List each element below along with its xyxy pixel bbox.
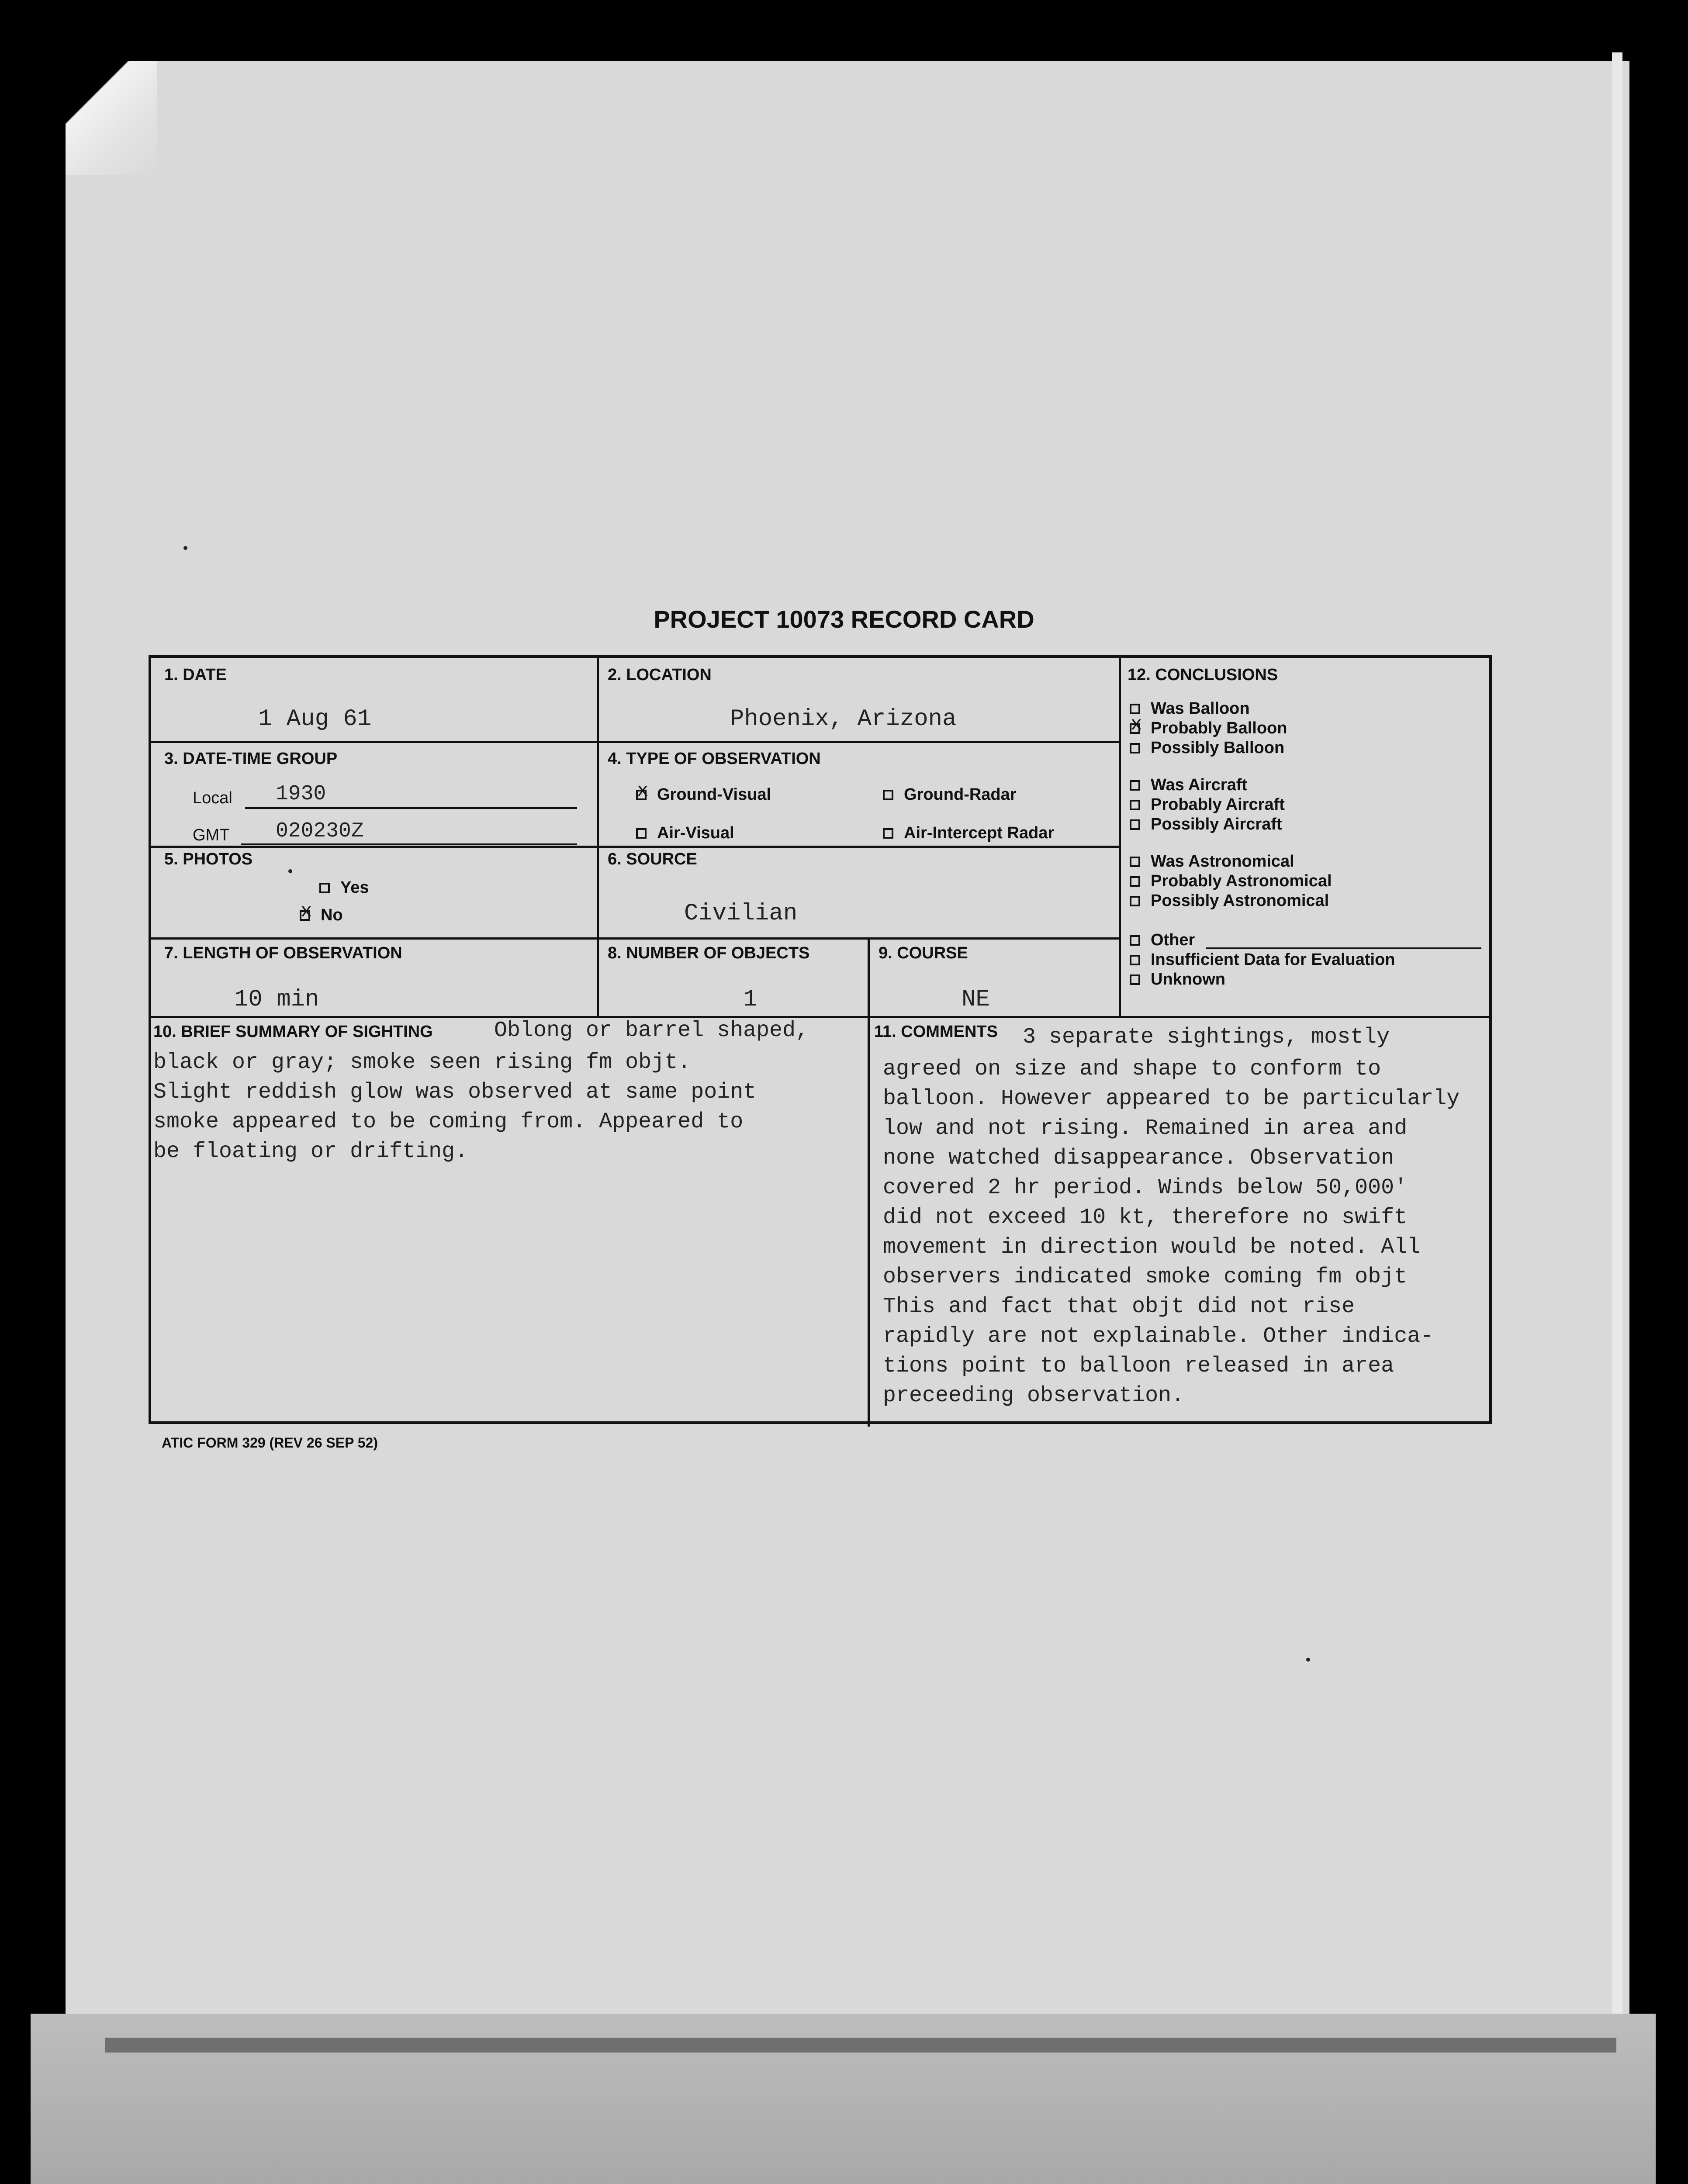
option-was-balloon[interactable]: Was Balloon (1130, 699, 1250, 718)
option-photos-yes[interactable]: Yes (319, 878, 369, 897)
sheet-edge (1612, 52, 1622, 2044)
other-line (1206, 947, 1481, 949)
course-value: NE (962, 986, 990, 1013)
comments-text: agreed on size and shape to conform to balloon. However appeared to be particularly low and not rising. Remained in area and none watched disappearance. Observation covered 2 hr period. Winds below 50,000' did not exceed 10 kt, therefore no swift movement in direction would be noted. All observers indicated smoke coming fm objt This and fact that objt did not rise rapidly are not explainable. Other indica- tions point to balloon released in area preceeding observation. (883, 1057, 1460, 1408)
option-air-visual[interactable]: Air-Visual (636, 824, 734, 843)
grid-line (868, 937, 870, 1016)
checkbox[interactable] (1130, 857, 1140, 867)
conclusions-list (1130, 699, 1488, 1014)
option-probably-astronomical[interactable]: Probably Astronomical (1130, 872, 1332, 891)
num-objects-value: 1 (743, 986, 758, 1013)
checkbox[interactable] (319, 883, 330, 893)
option-was-aircraft[interactable]: Was Aircraft (1130, 776, 1247, 795)
option-ground-visual[interactable]: x Ground-Visual (636, 785, 771, 804)
option-probably-balloon[interactable]: x Probably Balloon (1130, 719, 1287, 738)
checkbox[interactable] (1130, 876, 1140, 887)
option-unknown[interactable]: Unknown (1130, 970, 1225, 989)
checkbox-checked[interactable] (636, 790, 647, 800)
grid-line (151, 741, 1121, 743)
grid-line (868, 1016, 870, 1427)
date-value: 1 Aug 61 (258, 706, 372, 733)
option-air-intercept-radar[interactable]: Air-Intercept Radar (883, 824, 1054, 843)
option-possibly-balloon[interactable]: Possibly Balloon (1130, 739, 1284, 757)
option-insufficient-data[interactable]: Insufficient Data for Evaluation (1130, 950, 1395, 969)
gmt-label: GMT (193, 826, 230, 844)
speck (183, 546, 187, 550)
checkbox[interactable] (1130, 800, 1140, 810)
date-label: 1. DATE (164, 666, 227, 684)
length-value: 10 min (234, 986, 319, 1013)
grid-line (151, 1016, 1492, 1018)
option-ground-radar[interactable]: Ground-Radar (883, 785, 1017, 804)
photos-label: 5. PHOTOS (164, 850, 253, 868)
checkbox[interactable] (1130, 935, 1140, 946)
checkbox[interactable] (1130, 704, 1140, 714)
option-photos-no[interactable]: x No (300, 906, 343, 925)
option-was-astronomical[interactable]: Was Astronomical (1130, 852, 1294, 871)
grid-line (151, 937, 1121, 940)
source-value: Civilian (684, 900, 798, 927)
local-line (245, 807, 577, 809)
checkbox-checked[interactable] (300, 910, 310, 921)
option-possibly-aircraft[interactable]: Possibly Aircraft (1130, 815, 1282, 834)
location-value: Phoenix, Arizona (730, 706, 957, 733)
comments-first-line: 3 separate sightings, mostly (1023, 1025, 1390, 1050)
checkbox[interactable] (1130, 896, 1140, 906)
checkbox[interactable] (1130, 780, 1140, 791)
option-other[interactable]: Other (1130, 931, 1195, 950)
option-probably-aircraft[interactable]: Probably Aircraft (1130, 795, 1285, 814)
course-label: 9. COURSE (879, 944, 968, 962)
folded-corner (66, 61, 157, 175)
location-label: 2. LOCATION (608, 666, 712, 684)
observation-type-label: 4. TYPE OF OBSERVATION (608, 750, 821, 768)
lower-band (105, 2038, 1616, 2053)
checkbox[interactable] (1130, 955, 1140, 965)
card-title: PROJECT 10073 RECORD CARD (654, 605, 1034, 633)
local-label: Local (193, 789, 232, 807)
checkbox[interactable] (1130, 743, 1140, 753)
form-id: ATIC FORM 329 (REV 26 SEP 52) (162, 1435, 378, 1451)
option-possibly-astronomical[interactable]: Possibly Astronomical (1130, 892, 1329, 910)
checkbox[interactable] (883, 828, 893, 839)
checkbox[interactable] (1130, 819, 1140, 830)
length-label: 7. LENGTH OF OBSERVATION (164, 944, 402, 962)
gmt-value: 020230Z (276, 819, 364, 843)
grid-line (1119, 658, 1121, 1016)
comments-label: 11. COMMENTS (874, 1023, 998, 1041)
checkbox-checked[interactable] (1130, 723, 1140, 734)
checkbox[interactable] (883, 790, 893, 800)
gmt-line (241, 843, 577, 845)
source-label: 6. SOURCE (608, 850, 697, 868)
summary-text: black or gray; smoke seen rising fm objt. Slight reddish glow was observed at same point smoke appeared to be coming from. Appeared to be floating or drifting. (153, 1050, 757, 1164)
local-value: 1930 (276, 782, 326, 806)
num-objects-label: 8. NUMBER OF OBJECTS (608, 944, 810, 962)
summary-first-line: Oblong or barrel shaped, (494, 1018, 809, 1043)
summary-label: 10. BRIEF SUMMARY OF SIGHTING (153, 1023, 433, 1041)
datetime-label: 3. DATE-TIME GROUP (164, 750, 338, 768)
checkbox[interactable] (1130, 975, 1140, 985)
record-card (149, 655, 1492, 1424)
grid-line (151, 846, 1121, 848)
conclusions-label: 12. CONCLUSIONS (1128, 666, 1278, 684)
checkbox[interactable] (636, 828, 647, 839)
grid-line (597, 658, 599, 1016)
speck (1306, 1658, 1310, 1662)
